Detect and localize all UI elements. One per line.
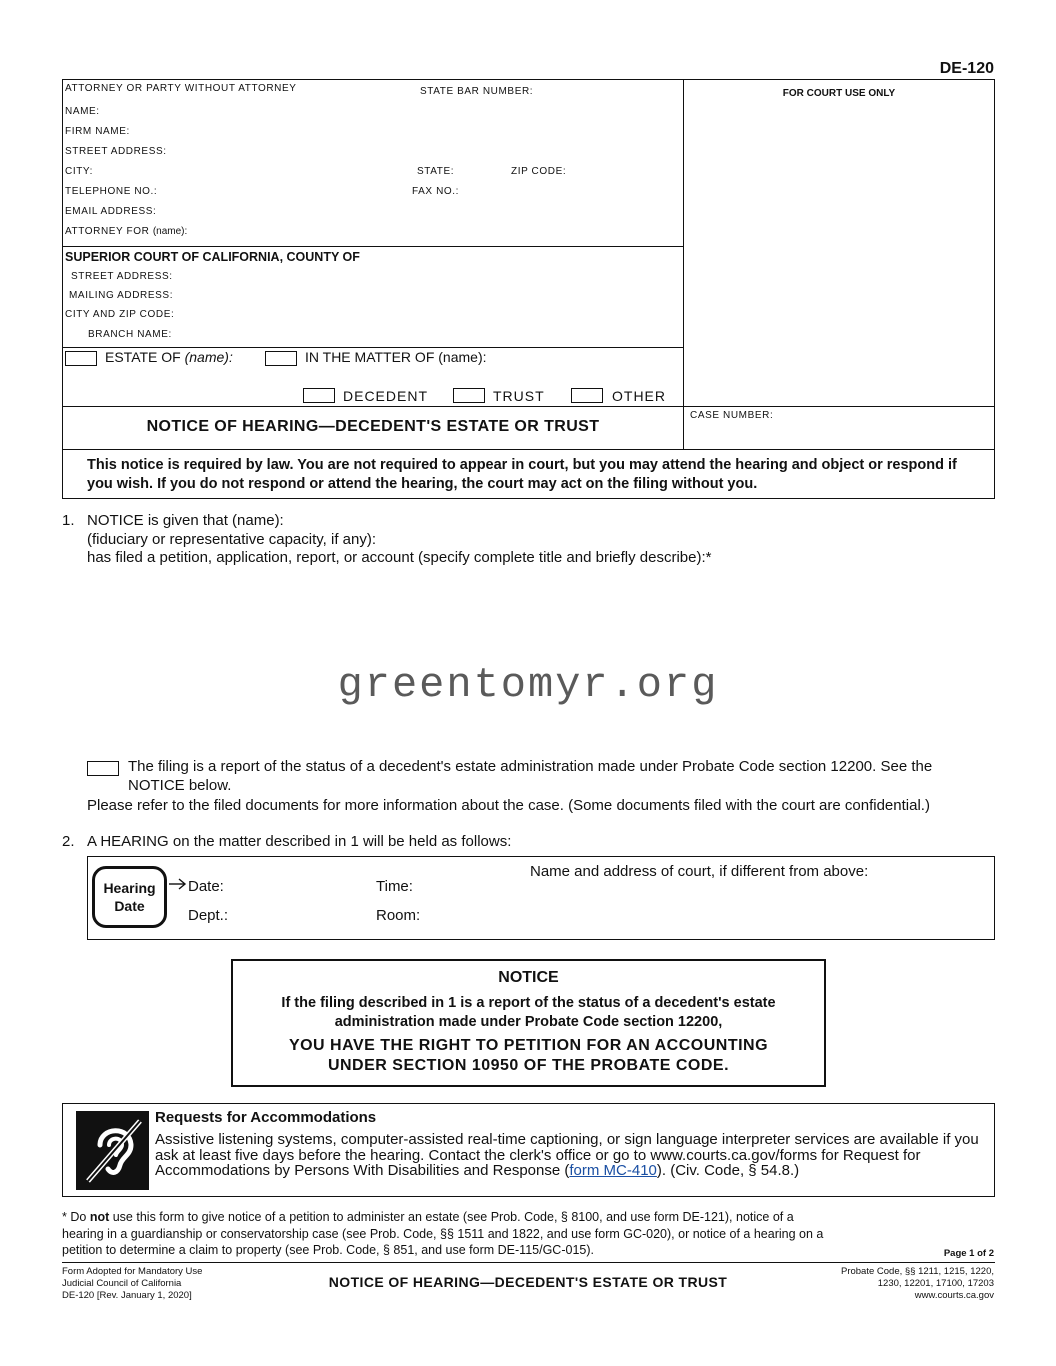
state-bar-label: STATE BAR NUMBER: [420, 86, 534, 97]
footer-right [841, 1266, 994, 1302]
trust-label: TRUST [493, 388, 545, 404]
attorney-for-name-hint: (name): [152, 226, 188, 237]
notice-line2: administration made under Probate Code section 12200, [334, 1014, 723, 1030]
footnote-line3: petition to determine a claim to property (see Prob. Code, § 851, and use form DE-115/GC-015). [62, 1243, 594, 1257]
street-label: STREET ADDRESS: [65, 146, 167, 157]
page-number: Page 1 of 2 [943, 1248, 994, 1259]
notice-box [231, 959, 826, 1087]
decedent-label: DECEDENT [343, 388, 429, 404]
accommodations-heading: Requests for Accommodations [155, 1109, 377, 1126]
court-city-zip-label: CITY AND ZIP CODE: [65, 309, 175, 320]
footnote-line1 [62, 1209, 942, 1226]
firm-label: FIRM NAME: [65, 126, 130, 137]
footnote-text1: use this form to give notice of a petition to administer an estate (see Prob. Code, § 8100, and use form DE-121), notice of a [112, 1210, 794, 1224]
zip-label: ZIP CODE: [511, 166, 567, 177]
footer-right1: Probate Code, §§ 1211, 1215, 1220, [840, 1266, 994, 1277]
refer-text: Please refer to the filed documents for more information about the case. (Some documents filed with the court are confidential.) [87, 797, 930, 814]
dept-label: Dept.: [188, 907, 229, 924]
estate-of-checkbox[interactable] [65, 351, 97, 366]
status-report-line1: The filing is a report of the status of a decedent's estate administration made under Probate Code section 12200. See the [128, 758, 933, 775]
item1-block [87, 512, 712, 568]
caption-section [62, 347, 684, 407]
arrow-right-icon [168, 877, 188, 891]
item2-number: 2. [62, 833, 75, 850]
footer-right2: 1230, 12201, 17100, 17203 [877, 1278, 994, 1289]
notice-heading: NOTICE [498, 969, 559, 986]
form-title: NOTICE OF HEARING—DECEDENT'S ESTATE OR TRUST [146, 418, 600, 435]
hearing-box [87, 856, 995, 940]
court-title: SUPERIOR COURT OF CALIFORNIA, COUNTY OF [65, 250, 360, 264]
badge-line2: Date [114, 898, 145, 914]
other-checkbox[interactable] [571, 388, 603, 403]
accommodations-box [62, 1103, 995, 1197]
accommodations-body: Assistive listening systems, computer-assisted real-time captioning, or sign language interpreter services are available if you ask at least five days before the hearing. Contact the clerk's office or go to www.courts.ca.gov/forms for Request for Accommodations by Persons With Disabilities and Response ( [155, 1131, 979, 1179]
notice-required-text: This notice is required by law. You are not required to appear in court, but you may attend the hearing and object or respond if you wish. If you do not respond or attend the hearing, the court may act on the filing without you. [87, 457, 957, 492]
court-mailing-label: MAILING ADDRESS: [69, 290, 174, 301]
telephone-label: TELEPHONE NO.: [65, 186, 158, 197]
room-label: Room: [376, 907, 421, 924]
other-label: OTHER [612, 388, 666, 404]
attorney-for-text: ATTORNEY FOR [65, 226, 150, 237]
status-report-checkbox[interactable] [87, 761, 119, 776]
status-report-line2: NOTICE below. [128, 776, 232, 794]
footnote-star: * Do [62, 1210, 87, 1224]
badge-line1: Hearing [103, 880, 156, 896]
case-number-box [683, 406, 995, 450]
case-number-label: CASE NUMBER: [690, 410, 774, 421]
name-label: NAME: [65, 106, 100, 117]
estate-of-label [105, 349, 233, 365]
court-address-label: Name and address of court, if different from above: [530, 863, 869, 880]
time-label: Time: [376, 878, 413, 895]
court-use-label: FOR COURT USE ONLY [782, 88, 896, 99]
accommodations-text [155, 1132, 987, 1179]
footer-left2: Judicial Council of California [62, 1278, 182, 1289]
notice-conditions [233, 994, 824, 1032]
form-number: DE-120 [939, 60, 994, 77]
item1-number: 1. [62, 512, 75, 529]
footnote [62, 1209, 942, 1259]
title-box [62, 406, 684, 450]
trust-checkbox[interactable] [453, 388, 485, 403]
estate-of-name-hint: (name): [184, 349, 233, 365]
item1-line1: NOTICE is given that (name): [87, 512, 284, 529]
in-matter-of-label: IN THE MATTER OF (name): [305, 349, 487, 365]
hearing-assistance-icon [76, 1111, 149, 1190]
court-use-box [683, 79, 995, 407]
notice-required-box [62, 449, 995, 499]
fax-label: FAX NO.: [412, 186, 460, 197]
in-matter-of-checkbox[interactable] [265, 351, 297, 366]
notice-line3: YOU HAVE THE RIGHT TO PETITION FOR AN ACCOUNTING [288, 1037, 769, 1054]
footnote-not: not [89, 1210, 110, 1224]
email-label: EMAIL ADDRESS: [65, 206, 157, 217]
footer-left3: DE-120 [Rev. January 1, 2020] [62, 1290, 192, 1301]
footer-title: NOTICE OF HEARING—DECEDENT'S ESTATE OR TRUST [328, 1274, 728, 1290]
attorney-for-label [65, 226, 187, 237]
court-branch-label: BRANCH NAME: [88, 329, 172, 340]
footer-left1: Form Adopted for Mandatory Use [62, 1266, 203, 1277]
estate-of-text: ESTATE OF [105, 349, 181, 365]
watermark: greentomyr.org [337, 661, 719, 709]
item2-text: A HEARING on the matter described in 1 will be held as follows: [87, 833, 512, 850]
footer-rule [62, 1262, 995, 1263]
form-mc410-link[interactable]: form MC-410 [569, 1162, 657, 1179]
decedent-checkbox[interactable] [303, 388, 335, 403]
status-report-text [128, 758, 932, 795]
attorney-section [62, 79, 684, 247]
notice-line4: UNDER SECTION 10950 OF THE PROBATE CODE. [327, 1057, 730, 1074]
attorney-label: ATTORNEY OR PARTY WITHOUT ATTORNEY [65, 83, 297, 94]
city-label: CITY: [65, 166, 94, 177]
footer-right3: www.courts.ca.gov [914, 1290, 994, 1301]
hearing-date-badge [92, 866, 167, 928]
footnote-line2: hearing in a guardianship or conservatorship case (see Prob. Code, §§ 1511 and 1822, and use form GC-020), or notice of a hearing on a [62, 1226, 824, 1241]
notice-line1: If the filing described in 1 is a report of the status of a decedent's estate [281, 995, 776, 1011]
accommodations-tail: ). (Civ. Code, § 54.8.) [656, 1162, 800, 1179]
date-label: Date: [188, 878, 224, 895]
court-section [62, 246, 684, 348]
item1-line3: has filed a petition, application, report, or account (specify complete title and briefly describe):* [87, 549, 712, 566]
state-label: STATE: [417, 166, 455, 177]
notice-rights [233, 1036, 824, 1076]
court-street-label: STREET ADDRESS: [71, 271, 173, 282]
item1-line2: (fiduciary or representative capacity, if any): [87, 530, 377, 548]
